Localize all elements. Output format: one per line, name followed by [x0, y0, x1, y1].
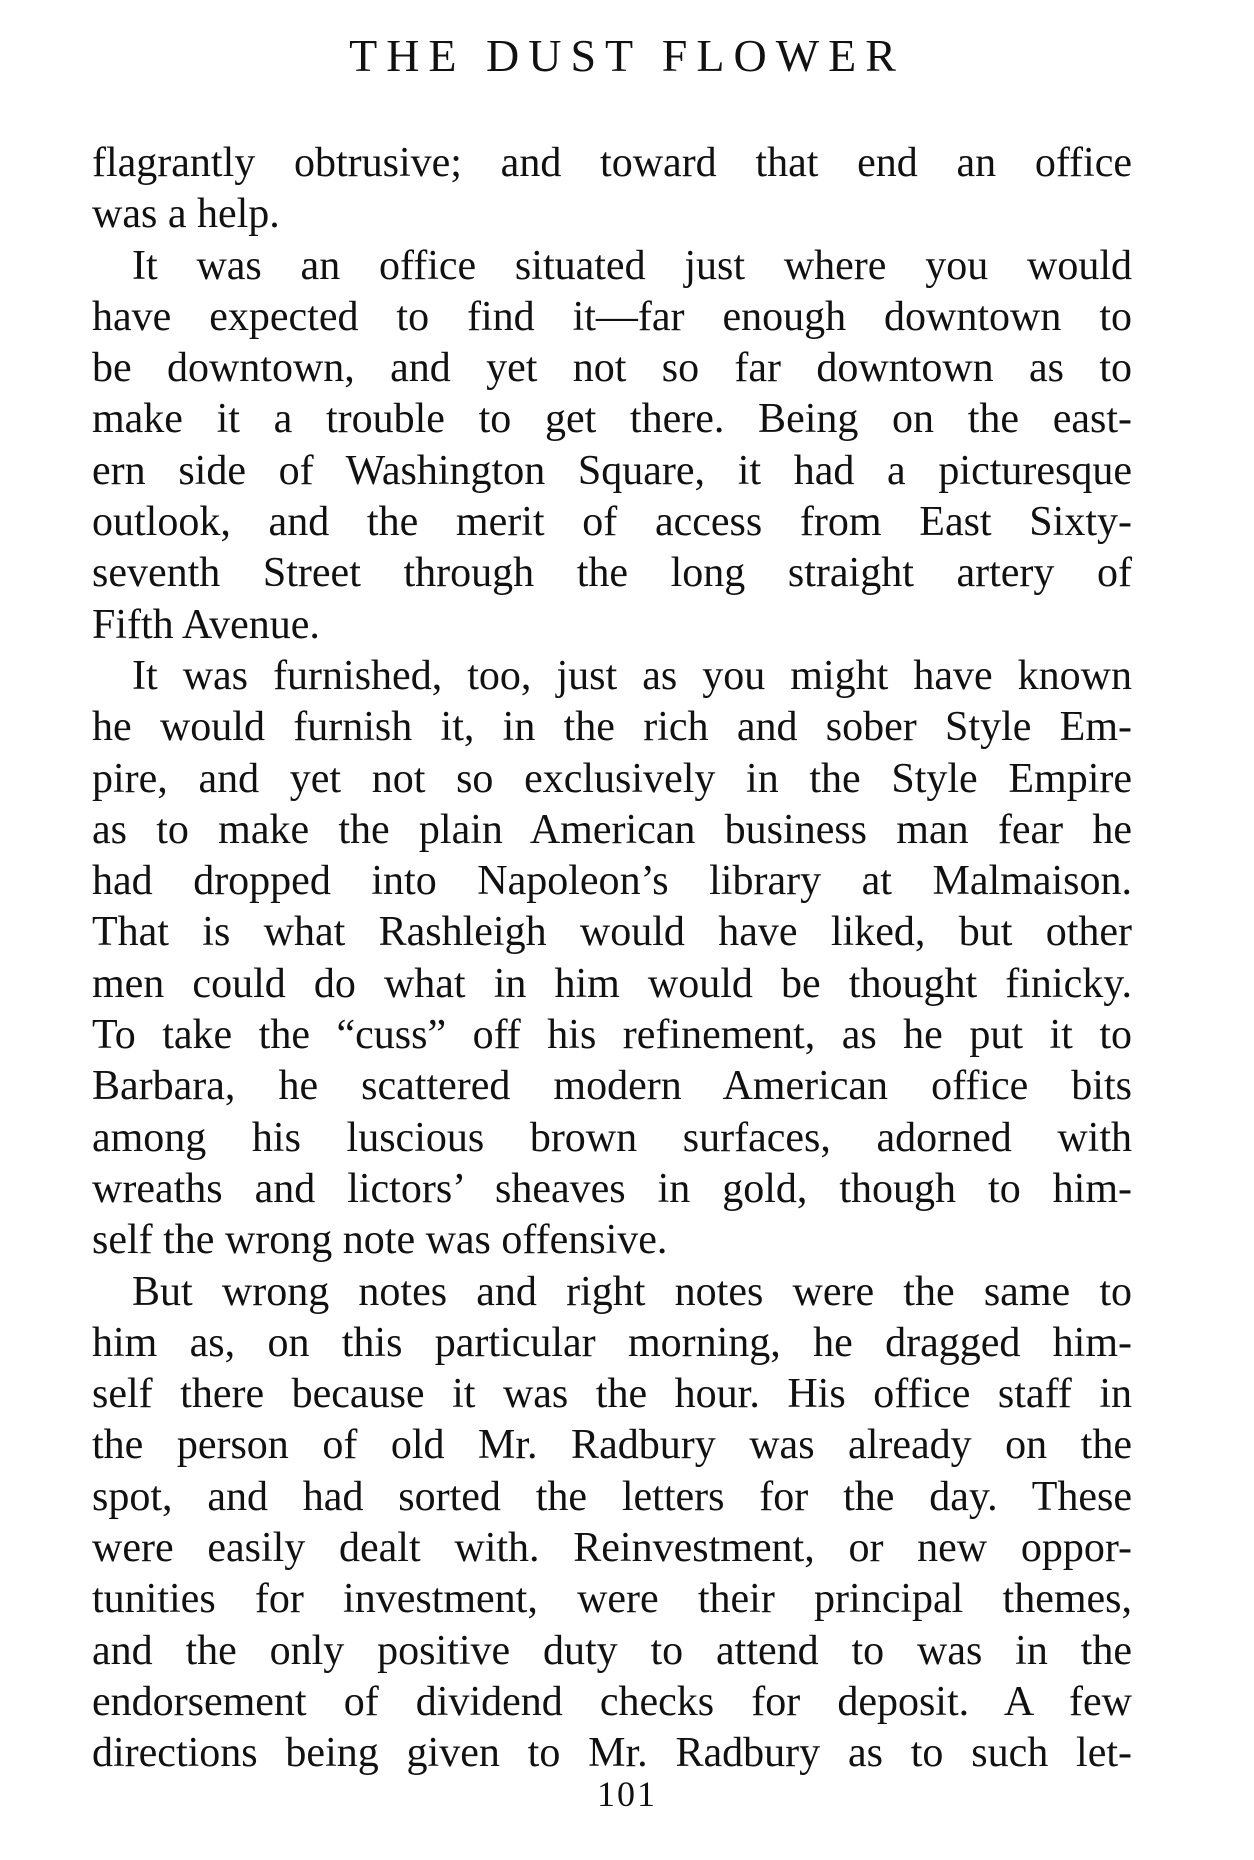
text-line: tunities for investment, were their principal themes, — [92, 1576, 1132, 1623]
body-text — [92, 138, 1132, 1780]
text-line: and the only positive duty to attend to was in the — [92, 1627, 1132, 1674]
text-line: pire, and yet not so exclusively in the Style Empire — [92, 755, 1132, 802]
text-line: endorsement of dividend checks for deposit. A few — [92, 1678, 1132, 1725]
text-line: the person of old Mr. Radbury was already on the — [92, 1422, 1132, 1469]
text-line: self there because it was the hour. His office staff in — [92, 1371, 1132, 1418]
text-line: him as, on this particular morning, he dragged him- — [92, 1319, 1132, 1366]
text-line: was a help. — [92, 191, 280, 238]
text-line: be downtown, and yet not so far downtown as to — [92, 345, 1132, 392]
page-number: 101 — [597, 1774, 657, 1814]
text-line: It was an office situated just where you would — [132, 242, 1132, 289]
text-line: had dropped into Napoleon’s library at Malmaison. — [92, 858, 1132, 905]
text-line: It was furnished, too, just as you might have known — [132, 652, 1132, 699]
text-line: seventh Street through the long straight artery of — [92, 550, 1132, 597]
text-line: Barbara, he scattered modern American office bits — [92, 1063, 1132, 1110]
text-line: as to make the plain American business man fear he — [92, 806, 1132, 853]
text-line: That is what Rashleigh would have liked, but other — [92, 909, 1132, 956]
text-line: he would furnish it, in the rich and sober Style Em- — [92, 704, 1132, 751]
text-line: Fifth Avenue. — [92, 601, 320, 648]
text-line: have expected to find it—far enough downtown to — [92, 293, 1132, 340]
text-line: But wrong notes and right notes were the same to — [132, 1268, 1132, 1315]
text-line: To take the “cuss” off his refinement, as he put it to — [92, 1012, 1132, 1059]
text-line: directions being given to Mr. Radbury as to such let- — [92, 1730, 1132, 1777]
text-line: were easily dealt with. Reinvestment, or new oppor- — [92, 1525, 1132, 1572]
text-line: ern side of Washington Square, it had a picturesque — [92, 447, 1132, 494]
text-line: spot, and had sorted the letters for the day. These — [92, 1473, 1132, 1520]
running-head: THE DUST FLOWER — [349, 30, 905, 81]
text-line: among his luscious brown surfaces, adorned with — [92, 1114, 1132, 1161]
text-line: outlook, and the merit of access from East Sixty- — [92, 499, 1132, 546]
text-line: wreaths and lictors’ sheaves in gold, though to him- — [92, 1165, 1132, 1212]
text-line: men could do what in him would be thought finicky. — [92, 960, 1132, 1007]
text-line: self the wrong note was offensive. — [92, 1217, 668, 1264]
text-line: make it a trouble to get there. Being on the east- — [92, 396, 1132, 443]
text-line: flagrantly obtrusive; and toward that end an office — [92, 140, 1132, 186]
